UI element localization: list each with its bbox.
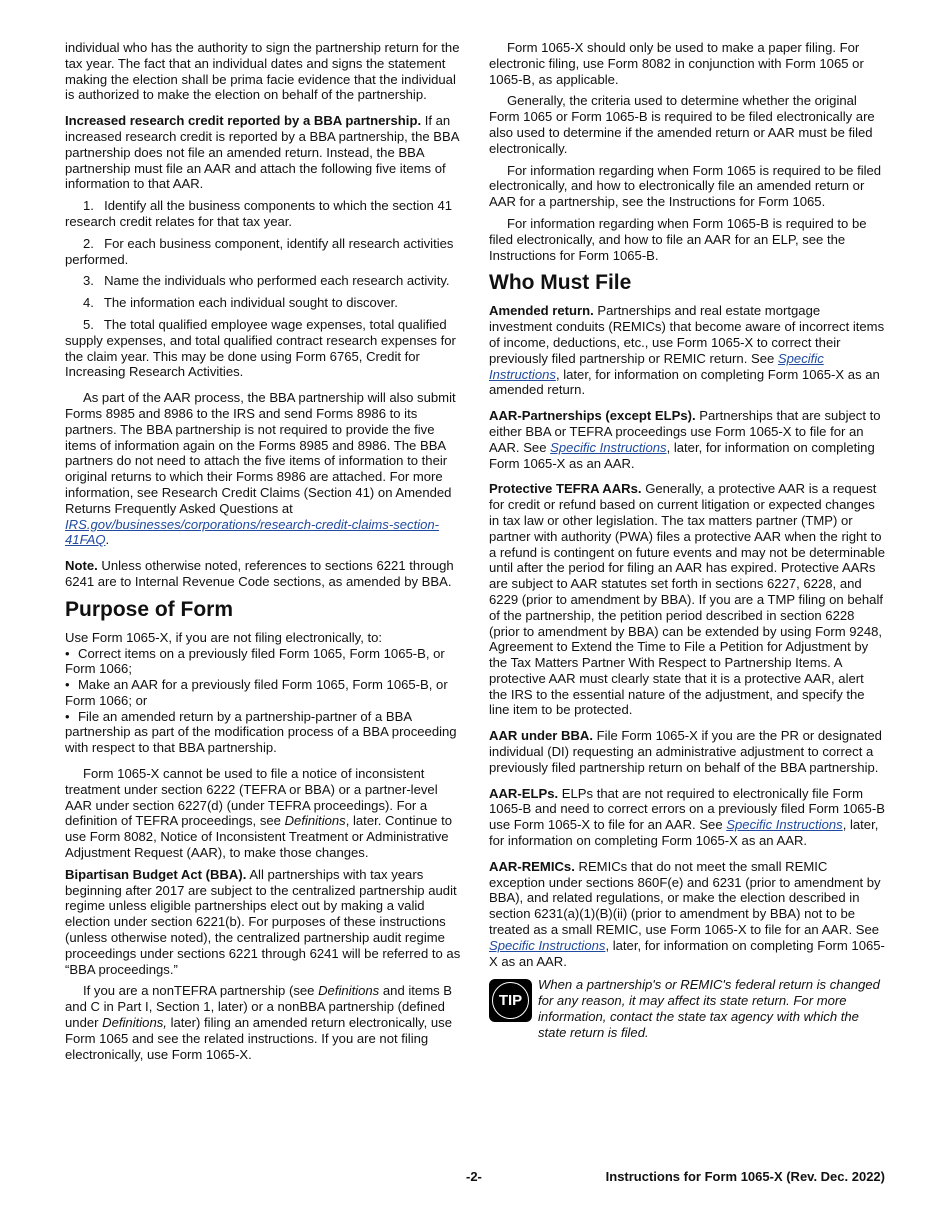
note-text: Unless otherwise noted, references to sections 6221 through 6241 are to Internal Revenue Code sections, as amended by BBA. — [65, 558, 454, 589]
tip-text: When a partnership's or REMIC's federal return is changed for any reason, it may affect its state return. For more information, contact the state tax agency with which the state return is filed. — [538, 977, 880, 1040]
purpose-intro: Use Form 1065-X, if you are not filing electronically, to: — [65, 629, 383, 645]
specific-instructions-link[interactable]: Specific Instructions — [489, 350, 824, 382]
paragraph-authority: individual who has the authority to sign the partnership return for the tax year. The fact that an individual dates and signs the statement making the election shall be prima facie evidence that the individual is authorized to make the election on behalf of the partnership. — [65, 40, 460, 103]
paragraph-text: , later, for information on completing Form 1065-X as an AAR. — [489, 937, 885, 969]
run-in-heading: AAR-Partnerships (except ELPs). — [489, 408, 696, 424]
paragraph-info-1065b: For information regarding when Form 1065-B is required to be filed electronically, and how to file an AAR for an ELP, see the Instructions for Form 1065-B. — [489, 215, 867, 263]
paragraph-text: and items B and C in Part I, Section 1, later) or a nonBBA partnership (defined under — [65, 983, 453, 1031]
page-number: -2- — [466, 1169, 482, 1184]
tip-label: TIP — [492, 982, 529, 1019]
paragraph-text: REMICs that do not meet the small REMIC exception under sections 860F(e) and 6231 (prior to amendment by BBA), and related regulations, or make the election described in section 6231(a)(1)(B)(ii) (prior to amendment by BBA) not to be treated as a small REMIC, use Form 1065-X to file for an AAR. See — [489, 858, 881, 938]
numbered-item: 4. The information each individual sought to discover. — [83, 295, 398, 311]
bullet-item — [65, 646, 461, 678]
paragraph-aar-remics — [489, 859, 885, 970]
paragraph-aar-partnerships — [489, 408, 885, 471]
right-column — [489, 40, 885, 1041]
definitions-reference: Definitions, — [102, 1015, 167, 1031]
specific-instructions-link[interactable]: Specific Instructions — [489, 937, 606, 953]
note-paragraph — [65, 558, 461, 590]
paragraph-text: Partnerships and real estate mortgage investment conduits (REMICs) that become aware of incorrect items of income, deductions, etc., use Form 1065-X to correct their previously filed partnership or REMIC return. See — [489, 303, 885, 366]
bullet-icon: • — [65, 708, 70, 724]
tip-box — [489, 977, 885, 1040]
paragraph-amended-return — [489, 303, 885, 398]
note-label: Note. — [65, 558, 98, 574]
paragraph-text: All partnerships with tax years beginning after 2017 are subject to the centralized partnership audit regime unless eligible partnerships elect out by making a valid election under section 6221(b). For purposes of these instructions (unless otherwise noted), the centralized partnership audit regime proceedings under sections 6221 through 6241 will be referred to as “BBA proceedings.” — [65, 866, 461, 977]
paragraph-text: , later, for information on completing Form 1065-X as an amended return. — [489, 366, 880, 398]
run-in-heading: Amended return. — [489, 303, 594, 319]
paragraph-info-1065: For information regarding when Form 1065 is required to be filed electronically, and how to electronically file an amended return or AAR for a partnership, see the Instructions for Form 1065. — [489, 162, 882, 210]
paragraph-text: Form 1065-X cannot be used to file a notice of inconsistent treatment under section 6222 (TEFRA or BBA) or a partner-level AAR under section 6227(d) (under TEFRA proceedings). For a definition of TEFRA proceedings, see — [65, 766, 438, 829]
paragraph-text: ELPs that are not required to electronically file Form 1065-B and need to correct errors on a previously filed Form 1065-B use Form 1065-X to file for an AAR. See — [489, 785, 885, 833]
paragraph-criteria: Generally, the criteria used to determine whether the original Form 1065 or Form 1065-B is required to be filed electronically are also used to determine if the amended return or AAR must be filed electronically. — [489, 93, 875, 156]
paragraph-nontefra — [65, 983, 461, 1062]
paragraph-text: As part of the AAR process, the BBA partnership will also submit Forms 8985 and 8986 to the IRS and send Forms 8986 to its partners. The BBA partnership is not required to provide the five items of information again on the Forms 8985 and 8986. The BBA partners do not need to attach the five items of information to their original returns to which their Forms 8986 are attached. For more information, see Research Credit Claims (Section 41) on Amended Returns Frequently Asked Questions at — [65, 390, 456, 516]
paragraph-text: , later, for information on completing Form 1065-X as an AAR. — [489, 817, 879, 849]
left-column — [65, 40, 461, 1068]
run-in-heading: AAR under BBA. — [489, 728, 594, 744]
paragraph-text: Generally, a protective AAR is a request for credit or refund based on current litigation or expected changes in tax law or other legislation. The tax matters partner (TMP) or partner with authority (PWA) files a protective AAR when the right to a refund is contingent on future events and may not be determinable until after the period for filing an AAR has expired. Protective AARs are subject to AAR statutes set forth in sections 6227, 6228, and 6229 (prior to amendment by BBA). If you are a TMP filing on behalf of the partnership, the petition period described in section 6228 (prior to amendment by BBA) can be extended by using Form 9248, Agreement to Extend the Time to File a Petition for Adjustment by the Tax Matters Partner With Respect to Partnership Items. A protective AAR must clearly state that it is a protective AAR, alert the IRS to the essential nature of the adjustment, and specify the line item to be protected. — [489, 481, 885, 718]
paragraph-text: Partnerships that are subject to either BBA or TEFRA proceedings use Form 1065-X to file for an AAR. See — [489, 408, 881, 455]
bullet-item — [65, 709, 461, 756]
paragraph-text: , later. Continue to use Form 8082, Notice of Inconsistent Treatment or Administrative Adjustment Request (AAR), to make those changes. — [65, 813, 452, 861]
run-in-heading: AAR-ELPs. — [489, 785, 559, 801]
run-in-heading: AAR-REMICs. — [489, 858, 575, 874]
heading-who-must-file: Who Must File — [489, 271, 632, 295]
paragraph-cannot-be-used — [65, 766, 461, 861]
paragraph-text: later) filing an amended return electronically, use Form 1065 and see the related instructions. If you are not filing electronically, use Form 1065-X. — [65, 1015, 452, 1062]
paragraph-research-credit — [65, 113, 461, 192]
run-in-heading: Bipartisan Budget Act (BBA). — [65, 866, 247, 882]
specific-instructions-link[interactable]: Specific Instructions — [726, 817, 843, 833]
paragraph-text: If an increased research credit is reported by a BBA partnership, the BBA partnership does not file an amended return. Instead, the BBA partnership must file an AAR and attach the following five items of information to that AAR. — [65, 113, 459, 192]
paragraph-protective-tefra — [489, 481, 885, 718]
footer-title: Instructions for Form 1065-X (Rev. Dec. 2022) — [605, 1169, 885, 1184]
specific-instructions-link[interactable]: Specific Instructions — [550, 439, 667, 455]
paragraph-text: If you are a nonTEFRA partnership (see — [83, 983, 315, 999]
bullet-text: Make an AAR for a previously filed Form 1065, Form 1065-B, or Form 1066; or — [65, 677, 448, 708]
numbered-item: 3. Name the individuals who performed each research activity. — [83, 273, 450, 289]
bullet-text: File an amended return by a partnership-partner of a BBA partnership as part of the modification process of a BBA proceeding with respect to that BBA partnership. — [65, 708, 457, 756]
run-in-heading: Protective TEFRA AARs. — [489, 481, 642, 497]
bullet-item — [65, 677, 461, 709]
bullet-text: Correct items on a previously filed Form 1065, Form 1065-B, or Form 1066; — [65, 645, 445, 677]
research-credit-faq-link[interactable]: IRS.gov/businesses/corporations/research-credit-claims-section-41FAQ — [65, 516, 440, 548]
numbered-item: 1. Identify all the business components to which the section 41 research credit relates for that tax year. — [65, 198, 453, 229]
bullet-icon: • — [65, 645, 70, 661]
definitions-reference: Definitions — [318, 983, 380, 999]
numbered-item: 2. For each business component, identify all research activities performed. — [65, 235, 454, 267]
paragraph-bba — [65, 867, 461, 978]
run-in-heading: Increased research credit reported by a BBA partnership. — [65, 113, 422, 129]
bullet-icon: • — [65, 677, 70, 693]
paragraph-paper-filing: Form 1065-X should only be used to make a paper filing. For electronic filing, use Form 8082 in conjunction with Form 1065 or 1065-B, as applicable. — [489, 40, 864, 87]
definitions-reference: Definitions — [284, 813, 346, 829]
paragraph-text: , later, for information on completing Form 1065-X as an AAR. — [489, 439, 875, 471]
tip-icon — [489, 979, 532, 1022]
numbered-item: 5. The total qualified employee wage expenses, total qualified supply expenses, and total qualified contract research expenses for the claim year. This may be done using Form 6765, Credit for Increasing Research Activities. — [65, 316, 456, 380]
paragraph-aar-process: As part of the AAR process, the BBA partnership will also submit Forms 8985 and 8986 to the IRS and send Forms 8986 to its partners. The BBA partnership is not required to provide the five items of information again on the Forms 8985 and 8986. The BBA partners do not need to attach the five items of information to their original returns to which their Forms 8986 are attached. For more information, see Research Credit Claims (Section 41) on Amended Returns Frequently Asked Questions at IRS.gov/businesses/corporations/research-credit-claims-section-41FAQ. — [65, 390, 456, 548]
paragraph-aar-elps — [489, 786, 885, 849]
heading-purpose-of-form: Purpose of Form — [65, 597, 234, 621]
paragraph-aar-under-bba — [489, 728, 885, 775]
paragraph-text: File Form 1065-X if you are the PR or designated individual (DI) requesting an administrative adjustment to correct a previously filed partnership return on behalf of the BBA partnership. — [489, 728, 882, 775]
